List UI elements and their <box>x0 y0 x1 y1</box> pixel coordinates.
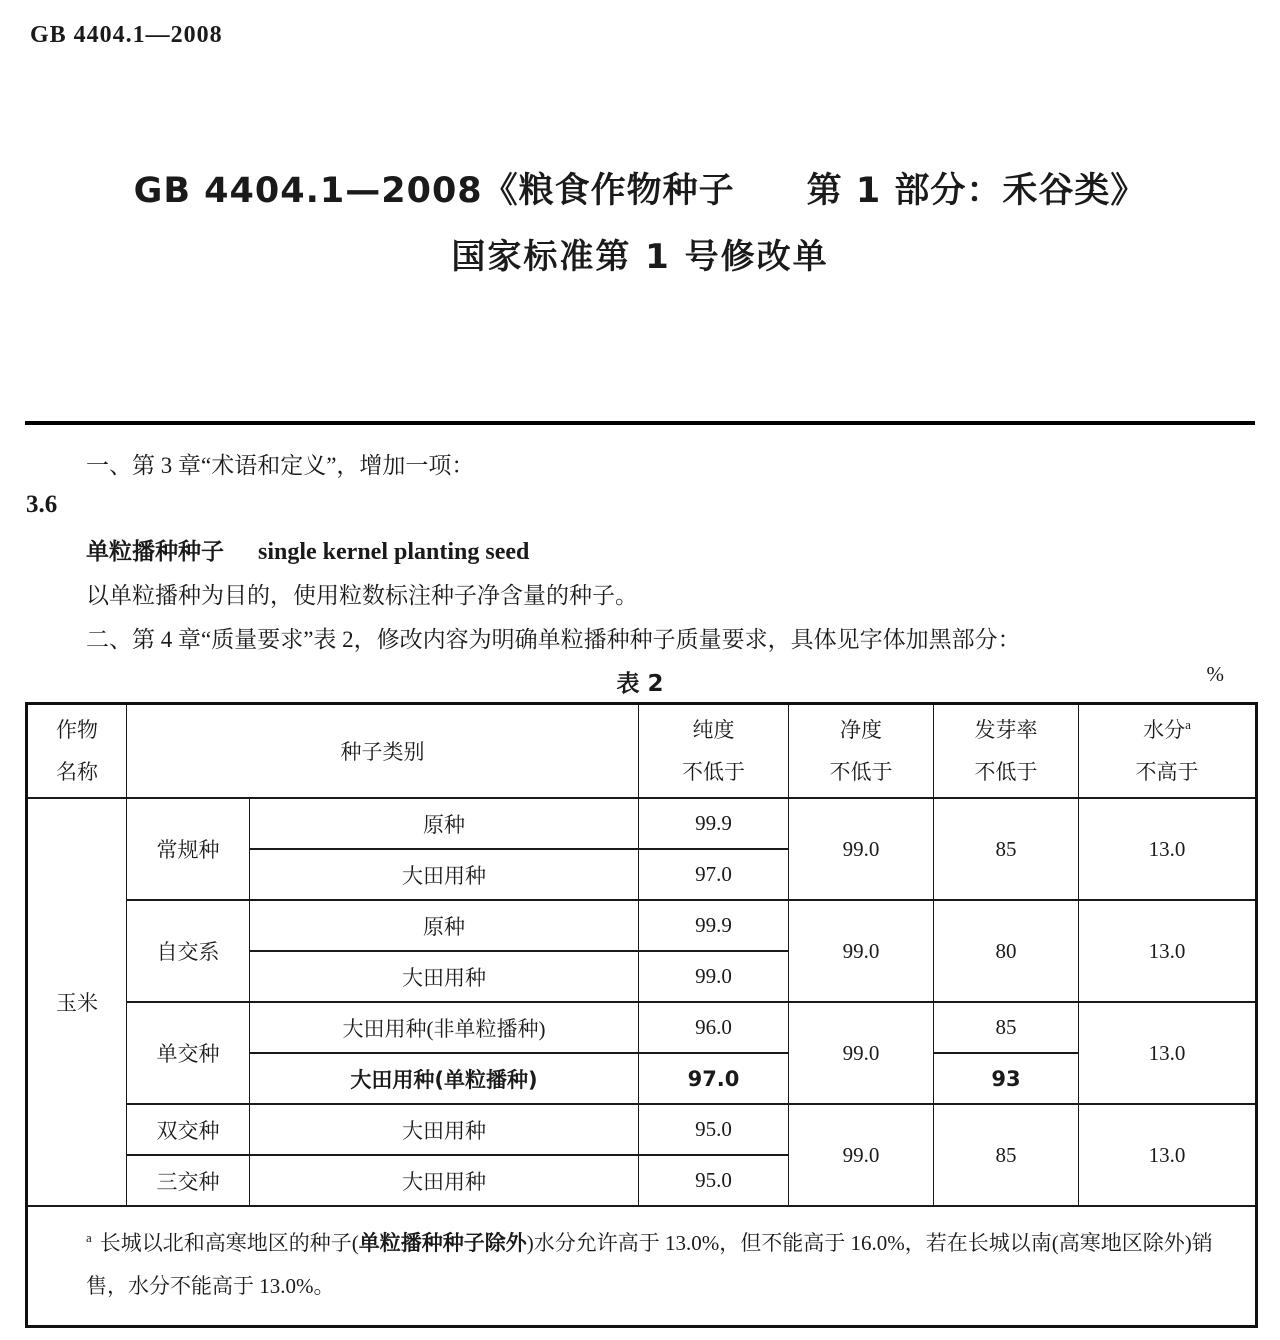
term-definition-line <box>86 533 529 566</box>
type-cell: 原种 <box>250 798 639 849</box>
table-row <box>27 1002 1257 1053</box>
type-cell: 大田用种 <box>250 1104 639 1155</box>
doc-code: GB 4404.1—2008 <box>30 22 223 48</box>
cleanliness-cell: 99.0 <box>789 798 934 900</box>
purity-cell: 99.0 <box>639 951 789 1002</box>
type-cell: 大田用种 <box>250 1155 639 1206</box>
header-seed-category: 种子类别 <box>127 704 639 799</box>
header-purity: 纯度 不低于 <box>639 704 789 799</box>
header-cleanliness: 净度 不低于 <box>789 704 934 799</box>
term-english: single kernel planting seed <box>258 539 530 565</box>
footnote-marker: a <box>86 1230 92 1245</box>
germination-cell: 80 <box>934 900 1079 1002</box>
document-title-line2: 国家标准第 1 号修改单 <box>451 237 829 277</box>
germination-cell: 85 <box>934 798 1079 900</box>
table-footnote-row <box>27 1206 1257 1327</box>
paragraph-amendment-2: 二、第 4 章“质量要求”表 2，修改内容为明确单粒播种种子质量要求，具体见字体加黑部分： <box>86 627 1021 652</box>
type-cell: 原种 <box>250 900 639 951</box>
cleanliness-cell: 99.0 <box>789 1104 934 1206</box>
purity-cell: 97.0 <box>639 849 789 900</box>
seed-quality-table <box>25 702 1258 1328</box>
purity-cell: 99.9 <box>639 798 789 849</box>
cleanliness-cell: 99.0 <box>789 1002 934 1104</box>
crop-cell: 玉米 <box>27 798 127 1206</box>
table-row <box>27 1104 1257 1155</box>
purity-cell: 96.0 <box>639 1002 789 1053</box>
horizontal-rule <box>25 421 1255 425</box>
purity-cell: 99.9 <box>639 900 789 951</box>
term-definition-text: 以单粒播种为目的，使用粒数标注种子净含量的种子。 <box>86 583 638 608</box>
table-unit-percent: % <box>1206 662 1224 686</box>
cleanliness-cell: 99.0 <box>789 900 934 1002</box>
group-cell: 单交种 <box>127 1002 250 1104</box>
moisture-cell: 13.0 <box>1079 1002 1257 1104</box>
moisture-cell: 13.0 <box>1079 1104 1257 1206</box>
moisture-cell: 13.0 <box>1079 798 1257 900</box>
header-moisture: 水分$^a$ 不高于 <box>1079 704 1257 799</box>
footnote-text: $^a$ 长城以北和高寒地区的种子(单粒播种种子除外)水分允许高于 13.0%，但不能高于 16.0%，若在长城以南(高寒地区除外)销售，水分不能高于 13.0%。 <box>86 1230 1213 1299</box>
germination-cell: 93 <box>934 1053 1079 1104</box>
clause-number: 3.6 <box>26 491 58 518</box>
type-cell: 大田用种 <box>250 849 639 900</box>
footnote-cell <box>27 1206 1257 1327</box>
moisture-cell: 13.0 <box>1079 900 1257 1002</box>
footnote-marker: a <box>1185 717 1191 732</box>
purity-cell: 95.0 <box>639 1155 789 1206</box>
germination-cell: 85 <box>934 1104 1079 1206</box>
group-cell: 双交种 <box>127 1104 250 1155</box>
purity-cell: 95.0 <box>639 1104 789 1155</box>
table-header-row <box>27 704 1257 799</box>
group-cell: 常规种 <box>127 798 250 900</box>
document-title-line1: GB 4404.1—2008《粮食作物种子 第 1 部分：禾谷类》 <box>133 171 1147 211</box>
table-container <box>25 702 1258 1328</box>
table-caption: 表 2 <box>616 671 664 697</box>
header-crop-name: 作物 名称 <box>27 704 127 799</box>
group-cell: 三交种 <box>127 1155 250 1206</box>
type-cell: 大田用种 <box>250 951 639 1002</box>
group-cell: 自交系 <box>127 900 250 1002</box>
purity-cell: 97.0 <box>639 1053 789 1104</box>
type-cell: 大田用种(单粒播种) <box>250 1053 639 1104</box>
table-row <box>27 900 1257 951</box>
paragraph-amendment-1: 一、第 3 章“术语和定义”，增加一项： <box>86 453 475 478</box>
germination-cell: 85 <box>934 1002 1079 1053</box>
table-row <box>27 798 1257 849</box>
header-germination: 发芽率 不低于 <box>934 704 1079 799</box>
footnote-bold-segment: 单粒播种种子除外 <box>358 1231 527 1255</box>
type-cell: 大田用种(非单粒播种) <box>250 1002 639 1053</box>
term-chinese: 单粒播种种子 <box>86 539 224 565</box>
